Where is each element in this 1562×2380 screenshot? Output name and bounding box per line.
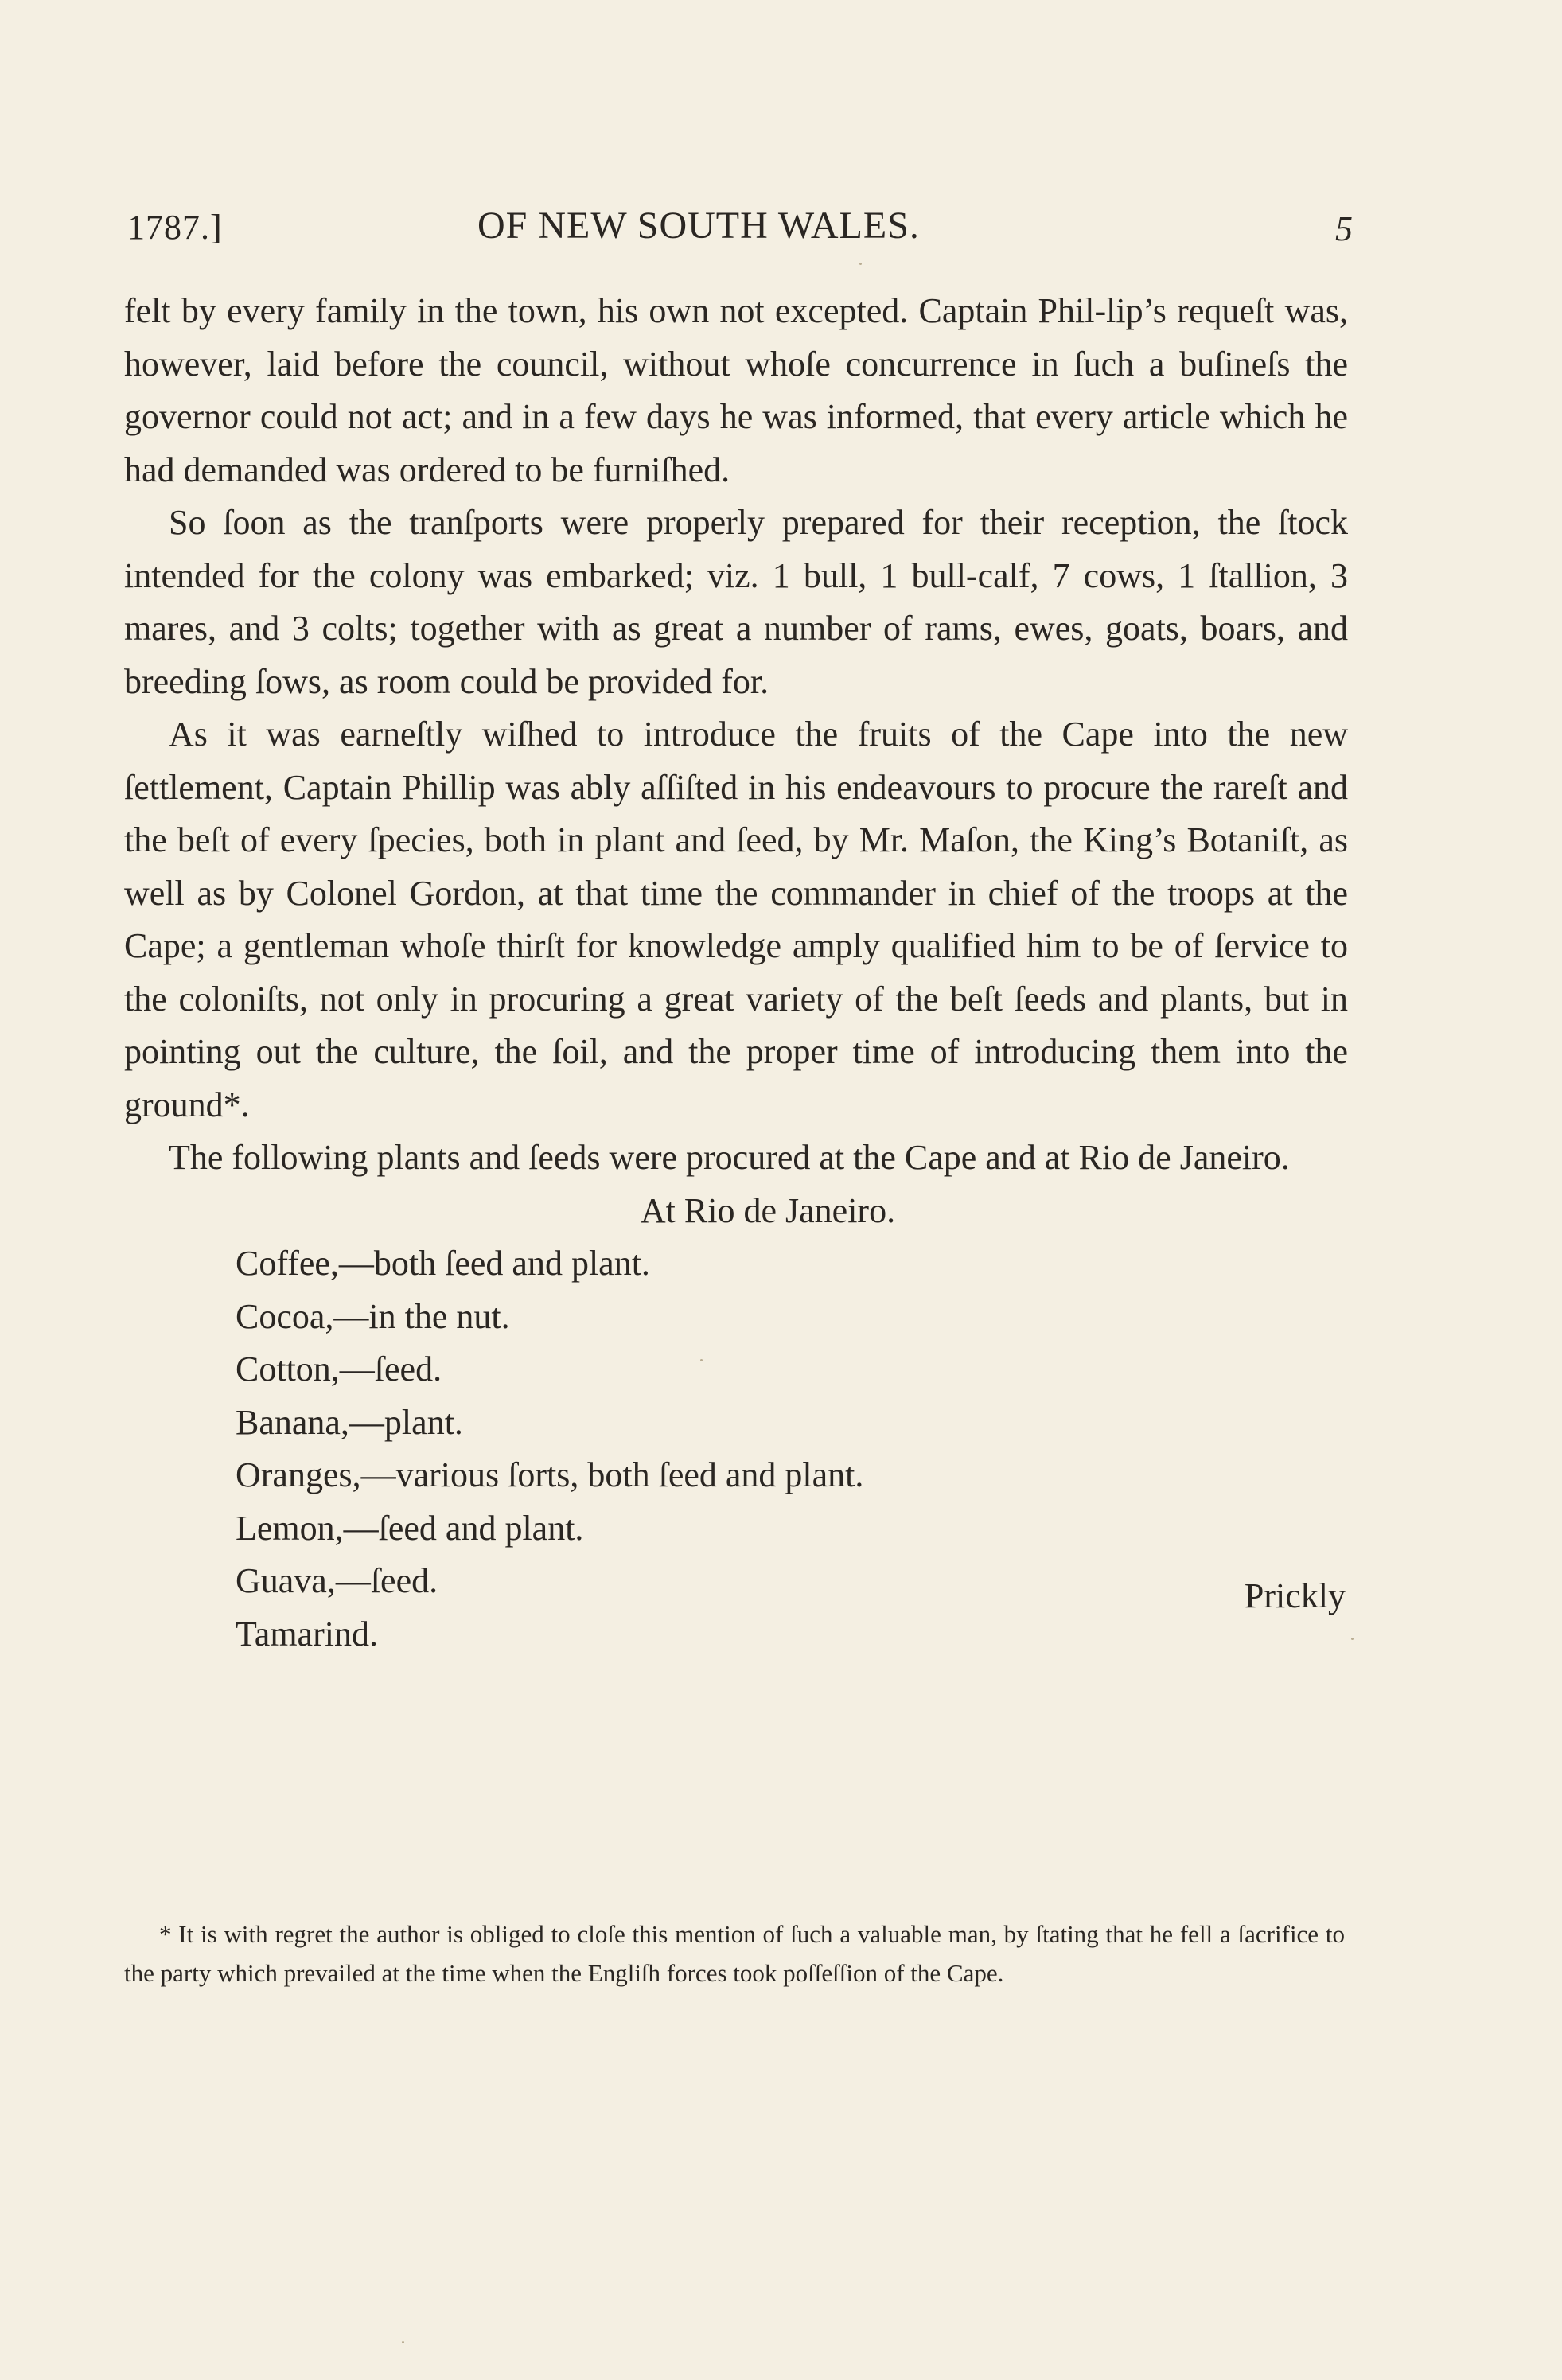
- list-item: Tamarind.: [236, 1614, 378, 1654]
- paper-speck: [859, 263, 862, 265]
- catchword: Prickly: [1244, 1576, 1346, 1615]
- paper-speck: [700, 1359, 703, 1361]
- list-item: Lemon,—ſeed and plant.: [236, 1508, 584, 1548]
- footnote-text: * It is with regret the author is obliged to cloſe this mention of ſuch a valuable man, by ſtating that he fell a ſacrifice to the party which prevailed at the time when the Engliſh forces took poſſeſſion of the Cape.: [124, 1920, 1345, 1987]
- paragraph-stock: So ſoon as the tranſports were properly prepared for their reception, the ſtock intended for the colony was embarked; viz. 1 bull, 1 bull-calf, 7 cows, 1 ſtallion, 3 mares, and 3 colts; together with as great a number of rams, ewes, goats, boars, and breeding ſows, as room could be provided for.: [124, 503, 1348, 701]
- paragraph-continuation: felt by every family in the town, his own not excepted. Captain Phil-lip’s requeſt was, however, laid before the council, without whoſe concurrence in ſuch a buſineſs the governor could not act; and in a few days he was informed, that every article which he had demanded was ordered to be furniſhed.: [124, 291, 1348, 489]
- paragraph-fruits: As it was earneſtly wiſhed to introduce the fruits of the Cape into the new ſettlement, Captain Phillip was ably aſſiſted in his endeavours to procure the rareſt and the beſt of every ſpecies, both in plant and ſeed, by Mr. Maſon, the King’s Botaniſt, as well as by Colonel Gordon, at that time the commander in chief of the troops at the Cape; a gentleman whoſe thirſt for knowledge amply qualified him to be of ſervice to the coloniſts, not only in procuring a great variety of the beſt ſeeds and plants, but in pointing out the culture, the ſoil, and the proper time of introducing them into the ground*.: [124, 715, 1348, 1124]
- running-header: [127, 199, 1353, 263]
- main-text: [124, 285, 1348, 1661]
- list-item: Coffee,—both ſeed and plant.: [236, 1244, 650, 1283]
- paragraph-following-plants: The following plants and ſeeds were procured at the Cape and at Rio de Janeiro.: [169, 1138, 1290, 1177]
- plant-list: [124, 1237, 1348, 1661]
- paper-speck: [402, 2341, 404, 2343]
- page-number: 5: [1335, 209, 1353, 248]
- header-title: OF NEW SOUTH WALES.: [477, 205, 920, 247]
- list-item: Cocoa,—in the nut.: [236, 1296, 510, 1336]
- footnote: [124, 1915, 1345, 1992]
- list-heading: At Rio de Janeiro.: [640, 1190, 896, 1230]
- list-item: Oranges,—various ſorts, both ſeed and plant.: [236, 1455, 864, 1494]
- paper-speck: [1351, 1638, 1354, 1640]
- list-item: Cotton,—ſeed.: [236, 1350, 442, 1389]
- list-item: Banana,—plant.: [236, 1402, 463, 1442]
- list-item: Guava,—ſeed.: [236, 1561, 438, 1600]
- header-year: 1787.]: [127, 208, 223, 247]
